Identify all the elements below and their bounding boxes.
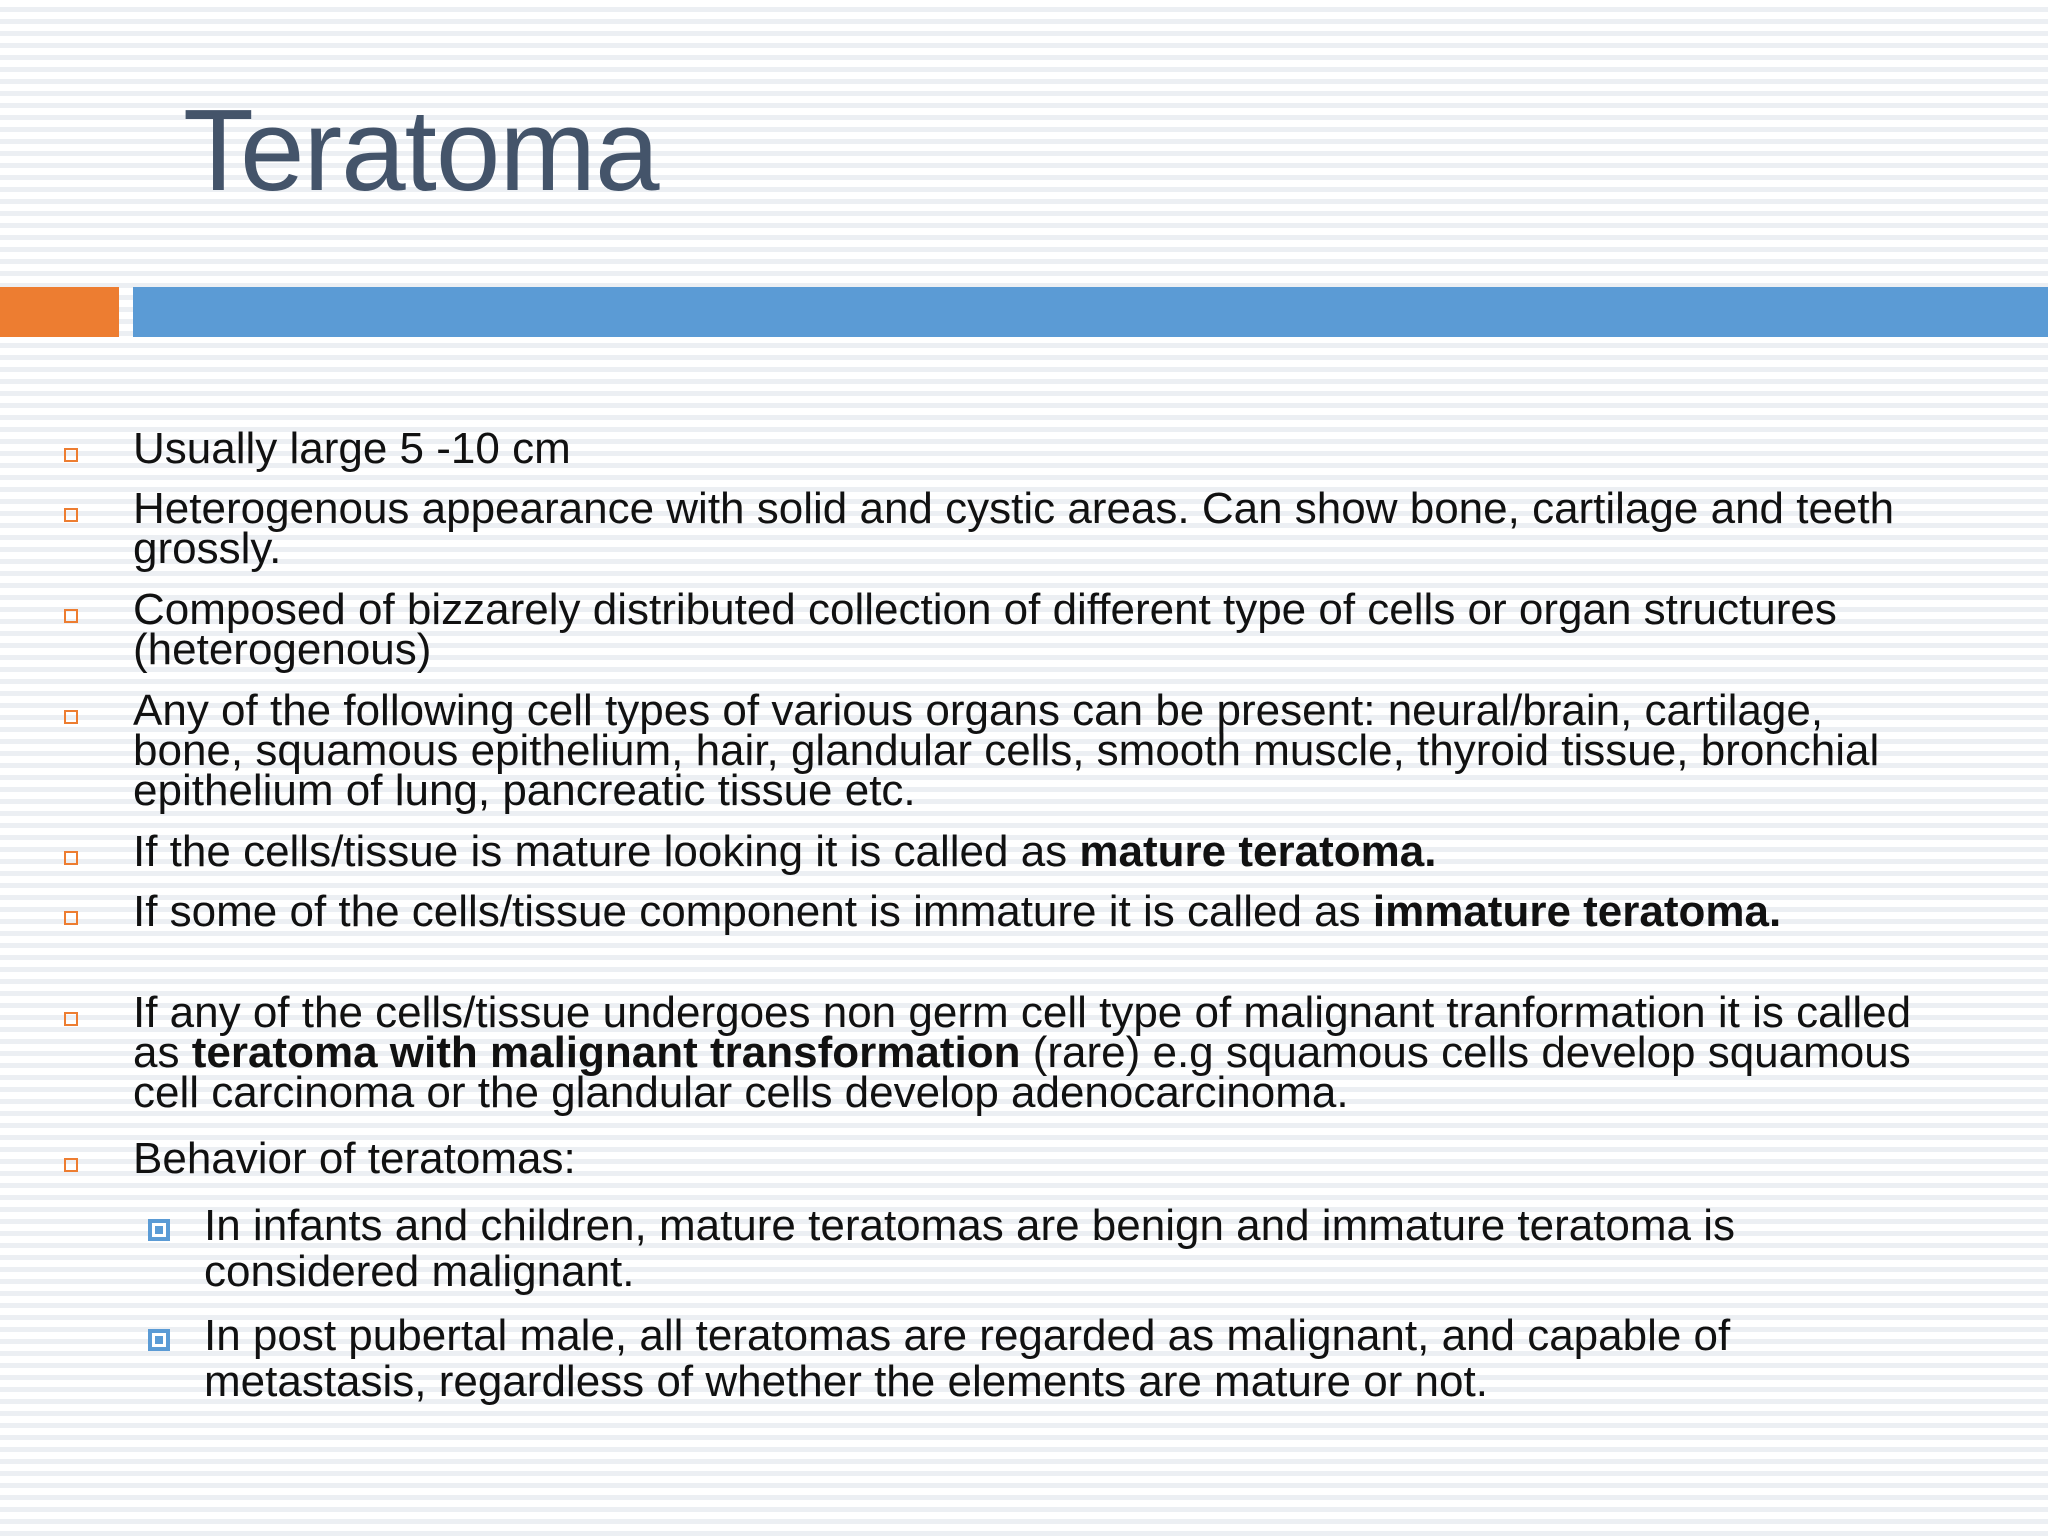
slide-title: Teratoma: [183, 85, 659, 215]
bullet-item: [133, 988, 1913, 1117]
sub-bullet-item: [204, 1313, 1914, 1405]
bullet-text-tail: (rare) e.g squamous cells develop squamous cell carcinoma or the glandular cells develop adenocarcinoma.: [133, 1028, 1911, 1117]
sub-bullet-square-icon: [148, 1329, 170, 1351]
bullet-text: Usually large 5 -10 cm: [133, 424, 571, 473]
bullet-square-icon: [64, 609, 78, 623]
bullet-text: Composed of bizzarely distributed collection of different type of cells or organ structures (heterogenous): [133, 585, 1837, 674]
sub-bullet-item: [204, 1203, 1914, 1295]
sub-bullet-square-icon: [148, 1219, 170, 1241]
bullet-square-icon: [64, 508, 78, 522]
bullet-text: Heterogenous appearance with solid and cystic areas. Can show bone, cartilage and teeth grossly.: [133, 484, 1895, 573]
sub-bullet-text: In infants and children, mature teratomas are benign and immature teratoma is considered malignant.: [204, 1201, 1736, 1296]
bullet-bold-text: teratoma with malignant transformation: [191, 1028, 1021, 1077]
bullet-text: If some of the cells/tissue component is immature it is called as: [133, 887, 1373, 936]
bullet-square-icon: [64, 911, 78, 925]
bullet-bold-text: mature teratoma.: [1079, 827, 1437, 876]
bullet-item: [133, 1134, 1913, 1183]
bullet-item: [133, 686, 1913, 815]
bullet-text: If any of the cells/tissue undergoes non germ cell type of malignant tranformation it is called as: [133, 988, 1912, 1077]
bullet-item: [133, 585, 1913, 674]
bullet-item: [133, 827, 1913, 876]
bullet-square-icon: [64, 448, 78, 462]
bullet-square-icon: [64, 851, 78, 865]
bullet-item: [133, 424, 1913, 473]
sub-bullet-text: In post pubertal male, all teratomas are regarded as malignant, and capable of metastasis, regardless of whether the elements are mature or not.: [204, 1311, 1731, 1406]
bullet-bold-text: immature teratoma.: [1372, 887, 1782, 936]
bullet-text: If the cells/tissue is mature looking it is called as: [133, 827, 1080, 876]
bullet-text: Any of the following cell types of various organs can be present: neural/brain, cartilage, bone, squamous epithelium, hair, glandular cells, smooth muscle, thyroid tissue, bronchial epithelium of lung, pancreatic tissue etc.: [133, 686, 1880, 815]
bullet-square-icon: [64, 1158, 78, 1172]
bullet-square-icon: [64, 710, 78, 724]
bullet-item: [133, 887, 1913, 936]
bullet-text: Behavior of teratomas:: [133, 1134, 576, 1183]
bullet-square-icon: [64, 1012, 78, 1026]
bullet-item: [133, 484, 1913, 573]
